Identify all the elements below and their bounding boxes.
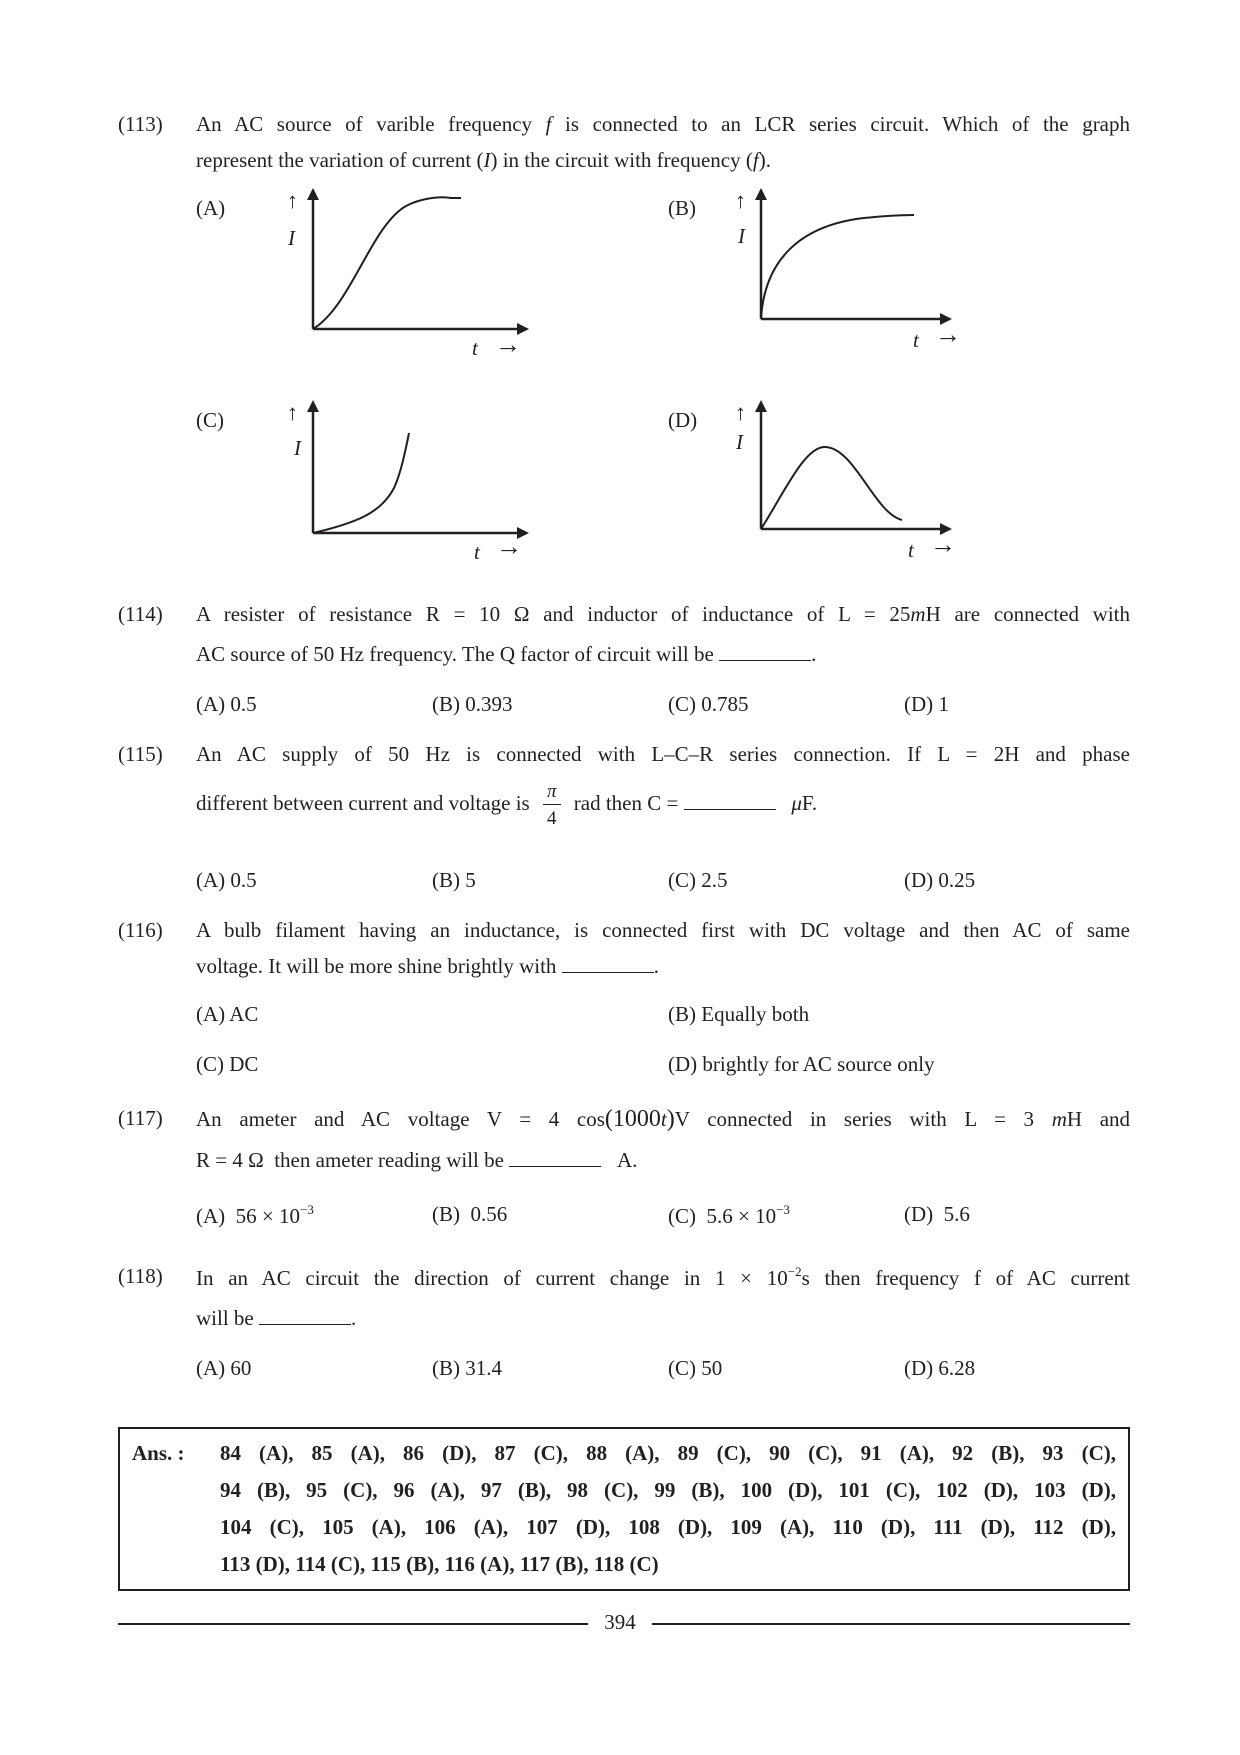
question-number-116: (116) [118,918,163,942]
graph-c-curve [313,433,409,533]
graph-b-y-label: I [738,224,745,248]
q116-option-c: (C) DC [196,1052,259,1076]
q118-option-b: (B) 31.4 [432,1356,502,1380]
footer-rule-left [118,1623,588,1625]
answer-blank [509,1148,601,1167]
q114-option-b: (B) 0.393 [432,692,513,716]
graph-b-x-label: t [913,328,919,352]
graph-b-up-arrow: ↑ [735,188,746,213]
q117-option-a: (A) $56 \times 10^{-3}$ [196,1202,314,1228]
footer-rule-right [652,1623,1130,1625]
q116-option-d: (D) brightly for AC source only [668,1052,935,1076]
graph-c-x-label: t [474,540,480,564]
q114-option-d: (D) 1 [904,692,949,716]
q115-text-line2: different between current and voltage is $\frac{\pi}{4}$ rad then C = μF. [196,781,818,829]
q118-text-line1: In an AC circuit the direction of current change in $1 \times 10^{-2}s$ then frequency f of AC current [196,1264,1131,1290]
q115-option-b: (B) 5 [432,868,476,892]
question-number-114: (114) [118,602,163,626]
answer-key-line: 94 (B), 95 (C), 96 (A), 97 (B), 98 (C), 99 (B), 100 (D), 101 (C), 102 (D), 103 (D), [220,1478,1116,1502]
answer-blank [684,791,776,810]
answer-blank [259,1306,351,1325]
question-number-115: (115) [118,742,163,766]
graph-b-x-arrow: → [935,320,961,349]
graph-d-x-arrow: → [930,530,956,559]
q116-text-line2: voltage. It will be more shine brightly with . [196,954,659,978]
graph-c-y-label: I [294,436,301,460]
q115-option-a: (A) 0.5 [196,868,257,892]
graph-a-label: (A) [196,196,226,220]
graph-d-curve [761,447,902,529]
q118-option-d: (D) 6.28 [904,1356,976,1380]
q118-option-a: (A) 60 [196,1356,252,1380]
q114-text-line1: A resister of resistance R = 10 Ω and inductor of inductance of L = 25mH are connected with [196,602,1131,626]
answer-key-line: 113 (D), 114 (C), 115 (B), 116 (A), 117 (B), 118 (C) [220,1552,659,1576]
q116-option-b: (B) Equally both [668,1002,810,1026]
answer-key-line: 104 (C), 105 (A), 106 (A), 107 (D), 108 (D), 109 (A), 110 (D), 111 (D), 112 (D), [220,1515,1116,1539]
graph-b [724,186,964,358]
graph-d-x-label: t [908,538,914,562]
graph-c-label: (C) [196,408,224,432]
graph-a-x-arrow: → [495,330,521,359]
graph-a-curve [313,197,461,329]
graph-c-x-arrow: → [496,532,522,561]
answer-key-label: Ans. : [132,1441,185,1465]
answer-blank [562,954,654,973]
question-number-117: (117) [118,1106,163,1130]
q113-text-line2: represent the variation of current (I) in the circuit with frequency (f). [196,148,771,172]
graph-d-up-arrow: ↑ [735,400,746,425]
graph-d [724,398,964,570]
q116-option-a: (A) AC [196,1002,259,1026]
pi-over-4-fraction: $\frac{\pi}{4}$ [543,782,561,828]
q115-text-line1: An AC supply of 50 Hz is connected with L–C–R series connection. If L = 2H and phase [196,742,1130,766]
q114-option-c: (C) 0.785 [668,692,749,716]
graph-d-label: (D) [668,408,698,432]
q114-text-line2: AC source of 50 Hz frequency. The Q factor of circuit will be . [196,642,817,666]
question-number-118: (118) [118,1264,163,1288]
q118-option-c: (C) 50 [668,1356,723,1380]
q116-text-line1: A bulb filament having an inductance, is connected first with DC voltage and then AC of same [196,918,1130,942]
answer-blank [719,642,811,661]
q117-option-b: (B) 0.56 [432,1202,508,1226]
page-number: 394 [604,1610,636,1634]
graph-a-up-arrow: ↑ [287,188,298,213]
graph-d-y-label: I [736,430,743,454]
q115-option-d: (D) 0.25 [904,868,976,892]
q117-text-line1: An ameter and AC voltage V = 4 cos(1000t)V connected in series with L = 3 mH and [196,1106,1131,1132]
answer-key-box [118,1427,1130,1591]
graph-c-up-arrow: ↑ [287,400,298,425]
q117-option-c: (C) $5.6 \times 10^{-3}$ [668,1202,790,1228]
q118-text-line2: will be . [196,1306,357,1330]
q114-option-a: (A) 0.5 [196,692,257,716]
graph-a-x-label: t [472,336,478,360]
q117-text-line2: R = 4 Ω then ameter reading will be A. [196,1148,638,1172]
q115-option-c: (C) 2.5 [668,868,728,892]
q117-option-d: (D) 5.6 [904,1202,970,1226]
graph-a-y-label: I [288,226,295,250]
graph-b-curve [761,215,914,319]
answer-key-line: 84 (A), 85 (A), 86 (D), 87 (C), 88 (A), 89 (C), 90 (C), 91 (A), 92 (B), 93 (C), [220,1441,1116,1465]
graph-b-label: (B) [668,196,696,220]
question-number-113: (113) [118,112,163,136]
q113-text-line1: An AC source of varible frequency f is connected to an LCR series circuit. Which of the graph [196,112,1131,136]
